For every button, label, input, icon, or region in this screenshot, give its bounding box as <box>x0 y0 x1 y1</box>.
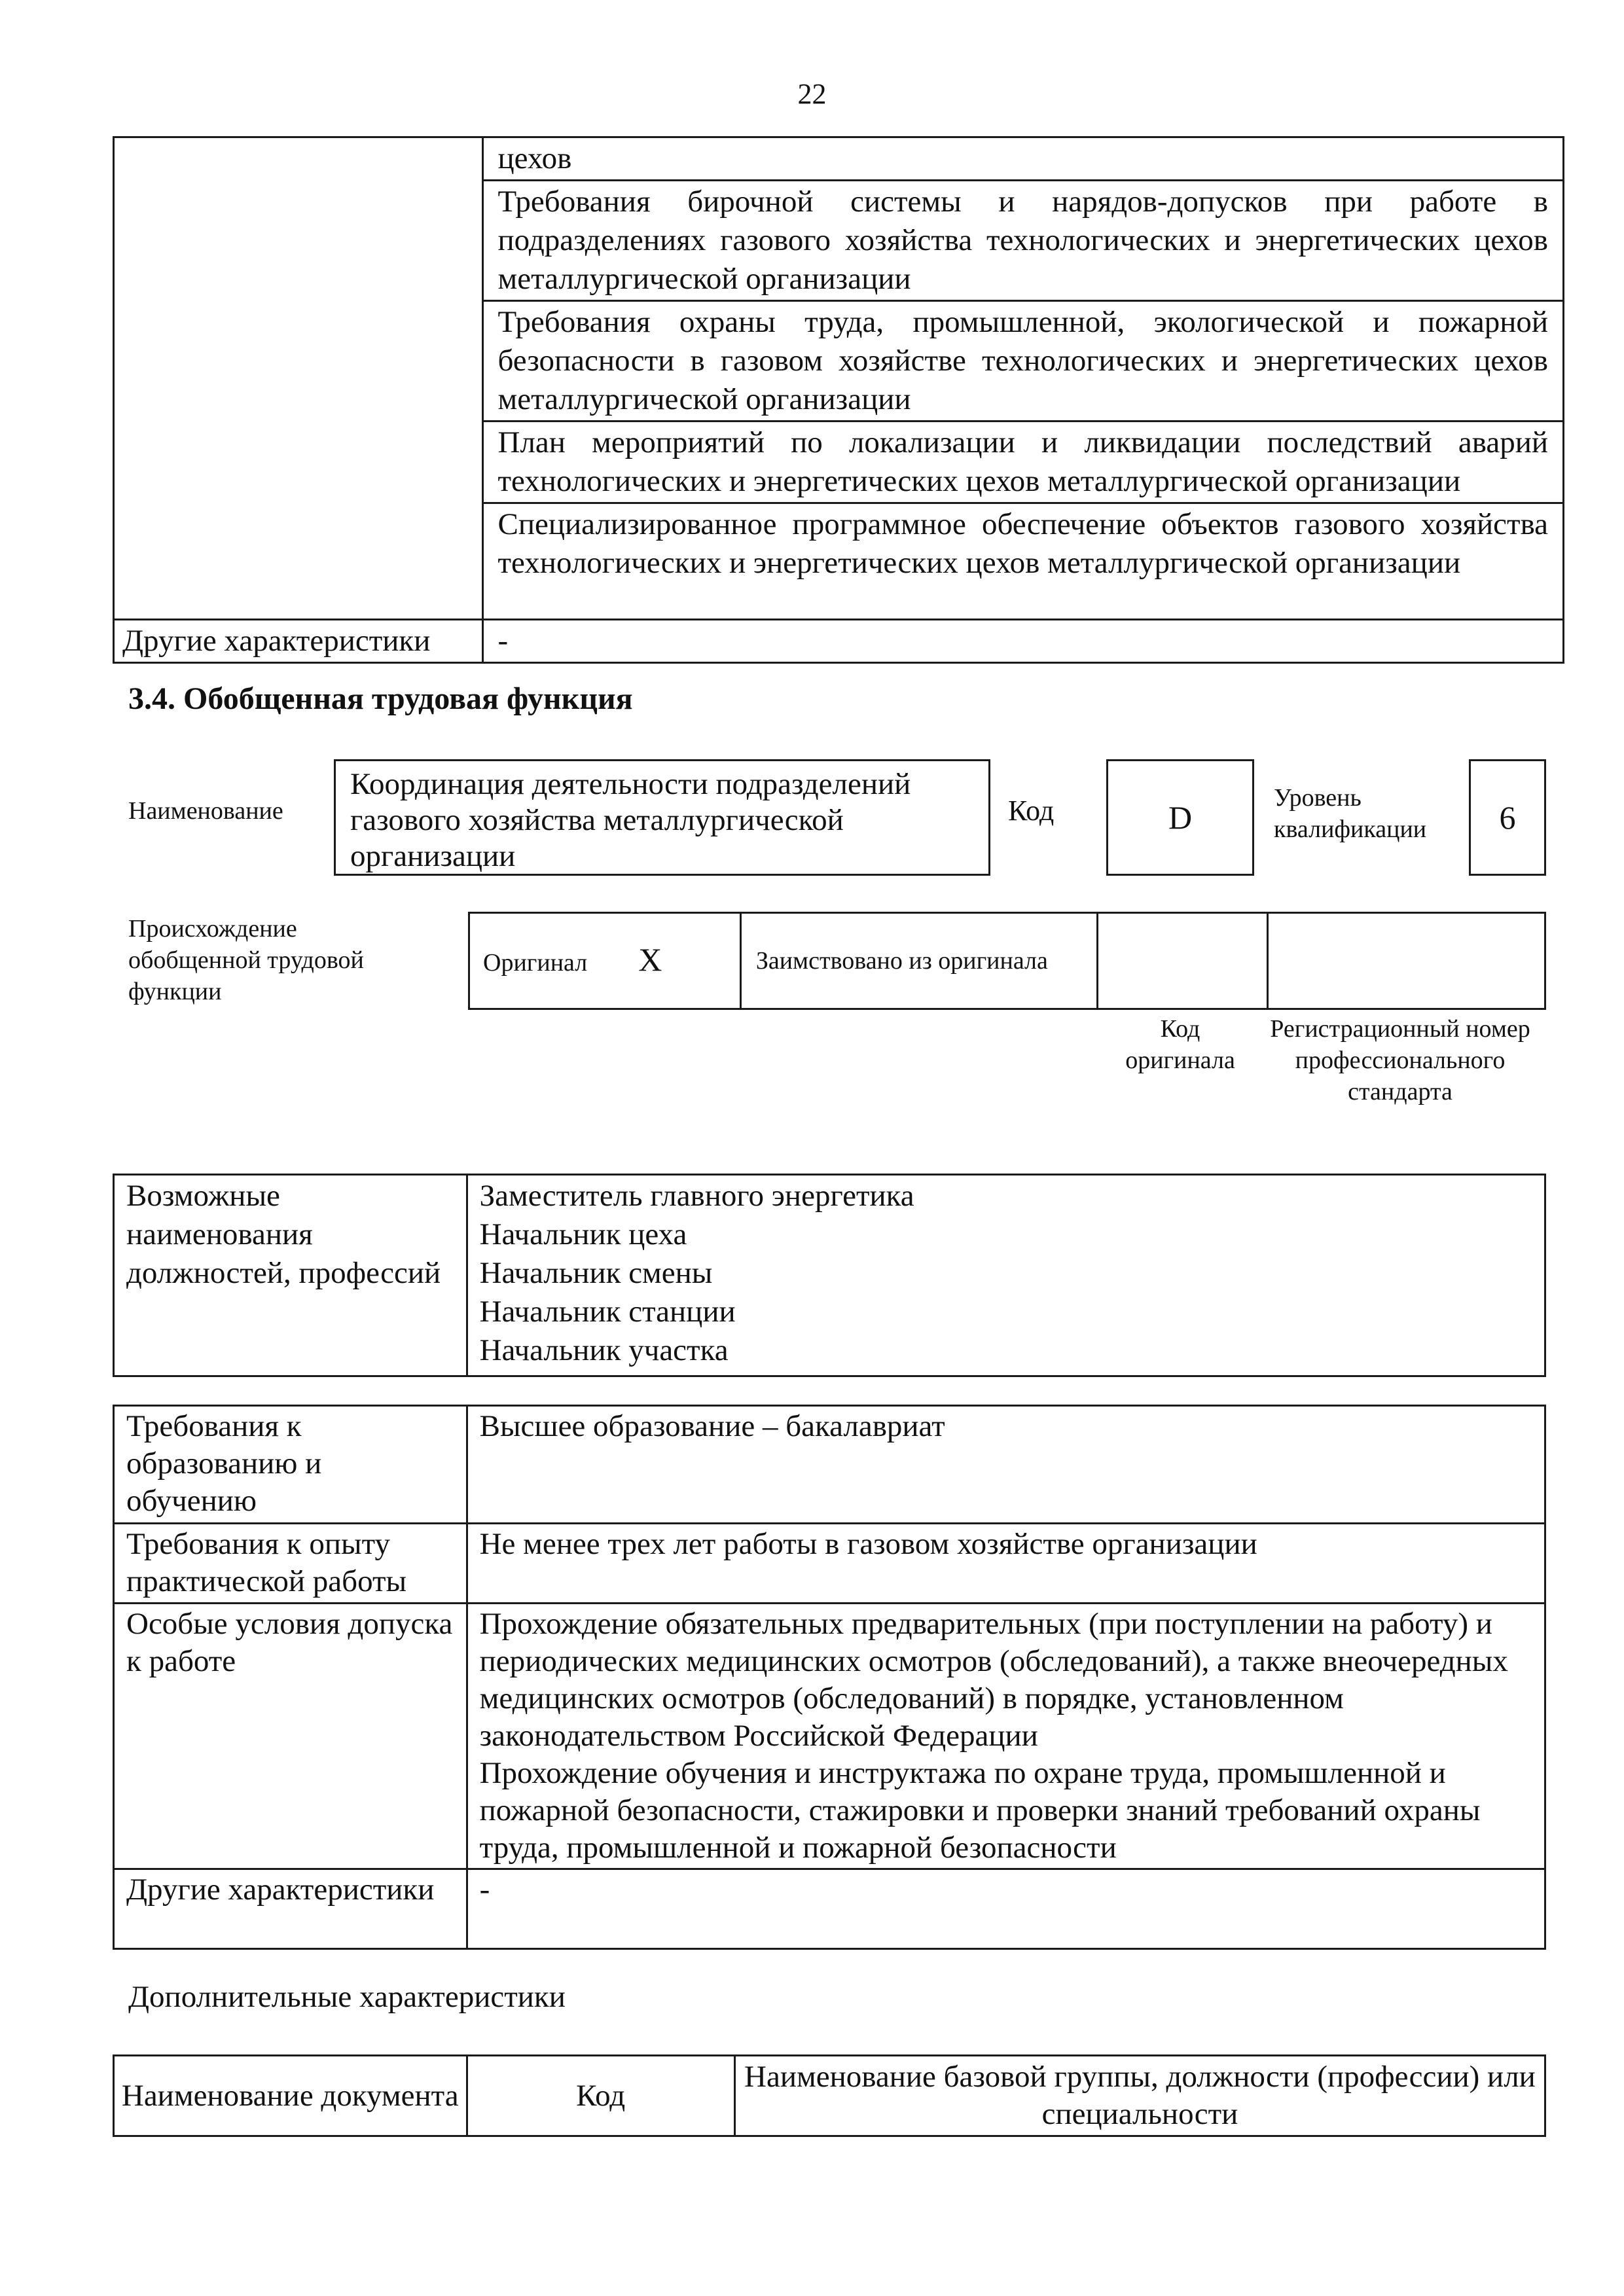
position-item: Начальник цеха <box>479 1217 687 1251</box>
experience-label: Требования к опыту практической работы <box>114 1524 467 1604</box>
other-value: - <box>467 1869 1545 1949</box>
knowledge-item: цехов <box>482 137 1563 181</box>
education-value: Высшее образование – бакалавриат <box>467 1406 1545 1524</box>
registration-number-caption: Регистрационный номер профессионального стандарта <box>1270 1015 1530 1105</box>
original-mark: X <box>638 941 662 978</box>
knowledge-item: Требования охраны труда, промышленной, экологической и пожарной безопасности в газовом хозяйстве технологических и энергетических цехов металлургической организации <box>482 301 1563 422</box>
original-cell <box>469 913 741 1009</box>
other-label: Другие характеристики <box>114 1869 467 1949</box>
other-characteristics-label: Другие характеристики <box>114 620 483 663</box>
other-characteristics-value: - <box>482 620 1563 663</box>
code-label: Код <box>1008 795 1055 827</box>
position-item: Начальник станции <box>479 1295 736 1329</box>
position-item: Заместитель главного энергетика <box>479 1179 914 1213</box>
positions-table <box>113 1174 1546 1377</box>
column-header-group: Наименование базовой группы, должности (профессии) или специальности <box>734 2056 1545 2136</box>
column-header-code: Код <box>467 2056 734 2136</box>
registration-number-cell <box>1267 913 1545 1009</box>
code-value <box>1106 759 1254 876</box>
position-item: Начальник смены <box>479 1256 713 1290</box>
name-value: Координация деятельности подразделений газового хозяйства металлургической организации <box>334 759 990 876</box>
condition-item: Прохождение обучения и инструктажа по охране труда, промышленной и пожарной безопасности, стажировки и проверки знаний требований охраны труда, промышленной и пожарной безопасности <box>479 1756 1481 1865</box>
empty-label-cell <box>114 137 483 620</box>
level-label: Уровень квалификации <box>1274 784 1427 843</box>
knowledge-item: Специализированное программное обеспечение объектов газового хозяйства технологических и энергетических цехов металлургической организации <box>482 503 1563 620</box>
education-label: Требования к образованию и обучению <box>114 1406 467 1524</box>
additional-table <box>113 2054 1546 2137</box>
original-label: Оригинал <box>483 948 588 977</box>
requirements-table <box>113 1405 1546 1950</box>
knowledge-item: Требования бирочной системы и нарядов-допусков при работе в подразделениях газового хозяйства технологических и энергетических цехов металлургической организации <box>482 181 1563 301</box>
additional-heading: Дополнительные характеристики <box>128 1980 566 2014</box>
continuation-table <box>113 136 1564 664</box>
column-header-document: Наименование документа <box>114 2056 467 2136</box>
code-value-text: D <box>1168 799 1193 836</box>
knowledge-item: План мероприятий по локализации и ликвидации последствий аварий технологических и энергетических цехов металлургической организации <box>482 422 1563 503</box>
origin-table <box>468 912 1546 1010</box>
borrowed-label: Заимствовано из оригинала <box>740 913 1098 1009</box>
section-heading: 3.4. Обобщенная трудовая функция <box>128 681 633 716</box>
name-label: Наименование <box>128 797 283 825</box>
original-code-caption: Код оригинала <box>1125 1015 1235 1074</box>
level-value-text: 6 <box>1499 799 1516 836</box>
condition-item: Прохождение обязательных предварительных (при поступлении на работу) и периодических медицинских осмотров (обследований), а также внеочередных медицинских осмотров (обследований) в порядке, установленном законодательством Российской Федерации <box>479 1607 1508 1753</box>
origin-label: Происхождение обобщенной трудовой функции <box>128 915 364 1005</box>
page-number: 22 <box>797 78 827 110</box>
conditions-list <box>467 1604 1545 1869</box>
positions-label: Возможные наименования должностей, профессий <box>114 1175 467 1376</box>
position-item: Начальник участка <box>479 1333 729 1367</box>
conditions-label: Особые условия допуска к работе <box>114 1604 467 1869</box>
positions-list <box>467 1175 1545 1376</box>
original-code-cell <box>1098 913 1268 1009</box>
experience-value: Не менее трех лет работы в газовом хозяйстве организации <box>467 1524 1545 1604</box>
level-value <box>1469 759 1546 876</box>
